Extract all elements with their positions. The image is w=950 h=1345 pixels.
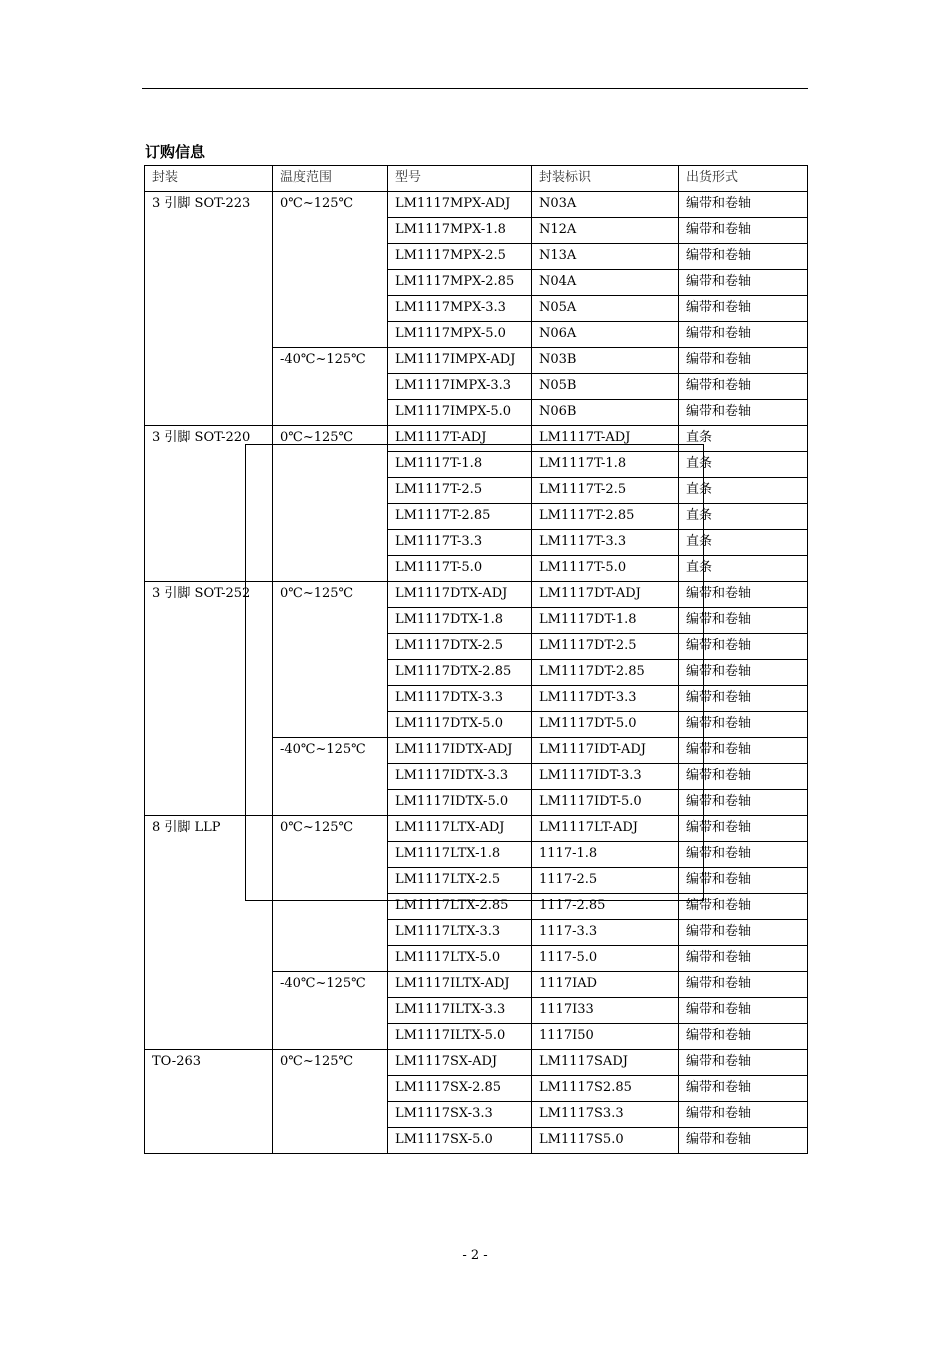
shipping-cell: 编带和卷轴 [679,764,808,790]
marking-cell: LM1117DT-3.3 [532,686,679,712]
column-header-marking: 封装标识 [532,166,679,192]
column-header-model: 型号 [388,166,532,192]
shipping-cell: 编带和卷轴 [679,634,808,660]
marking-cell: N05B [532,374,679,400]
model-cell: LM1117SX-2.85 [388,1076,532,1102]
model-cell: LM1117LTX-3.3 [388,920,532,946]
section-title: 订购信息 [145,143,206,161]
shipping-cell: 编带和卷轴 [679,1050,808,1076]
marking-cell: LM1117DT-5.0 [532,712,679,738]
marking-cell: N13A [532,244,679,270]
model-cell: LM1117DTX-1.8 [388,608,532,634]
marking-cell: N12A [532,218,679,244]
package-cell: 3 引脚 SOT-252 [145,582,273,816]
shipping-cell: 编带和卷轴 [679,374,808,400]
table-body [145,192,808,1154]
model-cell: LM1117LTX-2.5 [388,868,532,894]
model-cell: LM1117T-3.3 [388,530,532,556]
model-cell: LM1117T-5.0 [388,556,532,582]
shipping-cell: 编带和卷轴 [679,244,808,270]
model-cell: LM1117IDTX-5.0 [388,790,532,816]
shipping-cell: 直条 [679,556,808,582]
marking-cell: N03B [532,348,679,374]
temperature-cell: 0℃~125℃ [273,426,388,582]
shipping-cell: 编带和卷轴 [679,348,808,374]
model-cell: LM1117SX-3.3 [388,1102,532,1128]
package-cell: 3 引脚 SOT-220 [145,426,273,582]
shipping-cell: 编带和卷轴 [679,816,808,842]
package-cell: TO-263 [145,1050,273,1154]
shipping-cell: 编带和卷轴 [679,400,808,426]
model-cell: LM1117MPX-ADJ [388,192,532,218]
temperature-cell: 0℃~125℃ [273,192,388,348]
shipping-cell: 编带和卷轴 [679,608,808,634]
temperature-cell: -40℃~125℃ [273,972,388,1050]
marking-cell: 1117-1.8 [532,842,679,868]
column-header-package: 封装 [145,166,273,192]
shipping-cell: 编带和卷轴 [679,660,808,686]
marking-cell: 1117IAD [532,972,679,998]
shipping-cell: 编带和卷轴 [679,712,808,738]
model-cell: LM1117IMPX-ADJ [388,348,532,374]
marking-cell: 1117-5.0 [532,946,679,972]
shipping-cell: 编带和卷轴 [679,322,808,348]
table-row [145,192,808,218]
model-cell: LM1117ILTX-ADJ [388,972,532,998]
shipping-cell: 编带和卷轴 [679,270,808,296]
marking-cell: LM1117IDT-3.3 [532,764,679,790]
shipping-cell: 编带和卷轴 [679,894,808,920]
shipping-cell: 编带和卷轴 [679,686,808,712]
shipping-cell: 编带和卷轴 [679,1076,808,1102]
table-header-row [145,166,808,192]
shipping-cell: 编带和卷轴 [679,998,808,1024]
model-cell: LM1117LTX-ADJ [388,816,532,842]
model-cell: LM1117MPX-5.0 [388,322,532,348]
model-cell: LM1117T-2.5 [388,478,532,504]
marking-cell: LM1117LT-ADJ [532,816,679,842]
marking-cell: LM1117S2.85 [532,1076,679,1102]
model-cell: LM1117DTX-3.3 [388,686,532,712]
model-cell: LM1117T-1.8 [388,452,532,478]
shipping-cell: 编带和卷轴 [679,192,808,218]
marking-cell: LM1117T-2.85 [532,504,679,530]
model-cell: LM1117SX-ADJ [388,1050,532,1076]
temperature-cell: 0℃~125℃ [273,582,388,738]
model-cell: LM1117IMPX-3.3 [388,374,532,400]
table-row [145,582,808,608]
marking-cell: LM1117T-3.3 [532,530,679,556]
marking-cell: N06A [532,322,679,348]
marking-cell: 1117-2.5 [532,868,679,894]
marking-cell: LM1117DT-2.5 [532,634,679,660]
marking-cell: LM1117IDT-5.0 [532,790,679,816]
temperature-cell: 0℃~125℃ [273,1050,388,1154]
table-row [145,816,808,842]
shipping-cell: 编带和卷轴 [679,738,808,764]
shipping-cell: 编带和卷轴 [679,972,808,998]
marking-cell: LM1117T-1.8 [532,452,679,478]
model-cell: LM1117T-2.85 [388,504,532,530]
model-cell: LM1117ILTX-5.0 [388,1024,532,1050]
marking-cell: 1117-2.85 [532,894,679,920]
marking-cell: LM1117DT-2.85 [532,660,679,686]
marking-cell: 1117I33 [532,998,679,1024]
marking-cell: LM1117SADJ [532,1050,679,1076]
temperature-cell: -40℃~125℃ [273,348,388,426]
shipping-cell: 编带和卷轴 [679,1128,808,1154]
marking-cell: LM1117T-5.0 [532,556,679,582]
marking-cell: LM1117S5.0 [532,1128,679,1154]
shipping-cell: 编带和卷轴 [679,946,808,972]
column-header-temperature: 温度范围 [273,166,388,192]
shipping-cell: 编带和卷轴 [679,920,808,946]
model-cell: LM1117MPX-2.85 [388,270,532,296]
marking-cell: 1117-3.3 [532,920,679,946]
marking-cell: N06B [532,400,679,426]
shipping-cell: 编带和卷轴 [679,218,808,244]
shipping-cell: 直条 [679,426,808,452]
model-cell: LM1117MPX-3.3 [388,296,532,322]
package-cell: 8 引脚 LLP [145,816,273,1050]
marking-cell: 1117I50 [532,1024,679,1050]
shipping-cell: 编带和卷轴 [679,1024,808,1050]
page-number: - 2 - [462,1248,488,1263]
shipping-cell: 编带和卷轴 [679,296,808,322]
model-cell: LM1117MPX-1.8 [388,218,532,244]
model-cell: LM1117LTX-2.85 [388,894,532,920]
table-row [145,426,808,452]
marking-cell: N05A [532,296,679,322]
shipping-cell: 编带和卷轴 [679,790,808,816]
model-cell: LM1117LTX-5.0 [388,946,532,972]
model-cell: LM1117T-ADJ [388,426,532,452]
model-cell: LM1117DTX-ADJ [388,582,532,608]
table-row [145,1050,808,1076]
model-cell: LM1117IDTX-3.3 [388,764,532,790]
model-cell: LM1117MPX-2.5 [388,244,532,270]
temperature-cell: 0℃~125℃ [273,816,388,972]
shipping-cell: 直条 [679,504,808,530]
shipping-cell: 编带和卷轴 [679,868,808,894]
temperature-cell: -40℃~125℃ [273,738,388,816]
marking-cell: N03A [532,192,679,218]
header-rule [142,88,808,89]
shipping-cell: 编带和卷轴 [679,1102,808,1128]
marking-cell: N04A [532,270,679,296]
shipping-cell: 直条 [679,530,808,556]
marking-cell: LM1117DT-1.8 [532,608,679,634]
marking-cell: LM1117T-2.5 [532,478,679,504]
model-cell: LM1117DTX-2.5 [388,634,532,660]
shipping-cell: 直条 [679,478,808,504]
model-cell: LM1117DTX-2.85 [388,660,532,686]
marking-cell: LM1117DT-ADJ [532,582,679,608]
model-cell: LM1117LTX-1.8 [388,842,532,868]
shipping-cell: 编带和卷轴 [679,842,808,868]
marking-cell: LM1117IDT-ADJ [532,738,679,764]
marking-cell: LM1117S3.3 [532,1102,679,1128]
package-cell: 3 引脚 SOT-223 [145,192,273,426]
ordering-info-table [144,165,808,1154]
shipping-cell: 直条 [679,452,808,478]
marking-cell: LM1117T-ADJ [532,426,679,452]
model-cell: LM1117DTX-5.0 [388,712,532,738]
model-cell: LM1117IDTX-ADJ [388,738,532,764]
model-cell: LM1117SX-5.0 [388,1128,532,1154]
model-cell: LM1117ILTX-3.3 [388,998,532,1024]
shipping-cell: 编带和卷轴 [679,582,808,608]
column-header-shipping: 出货形式 [679,166,808,192]
model-cell: LM1117IMPX-5.0 [388,400,532,426]
